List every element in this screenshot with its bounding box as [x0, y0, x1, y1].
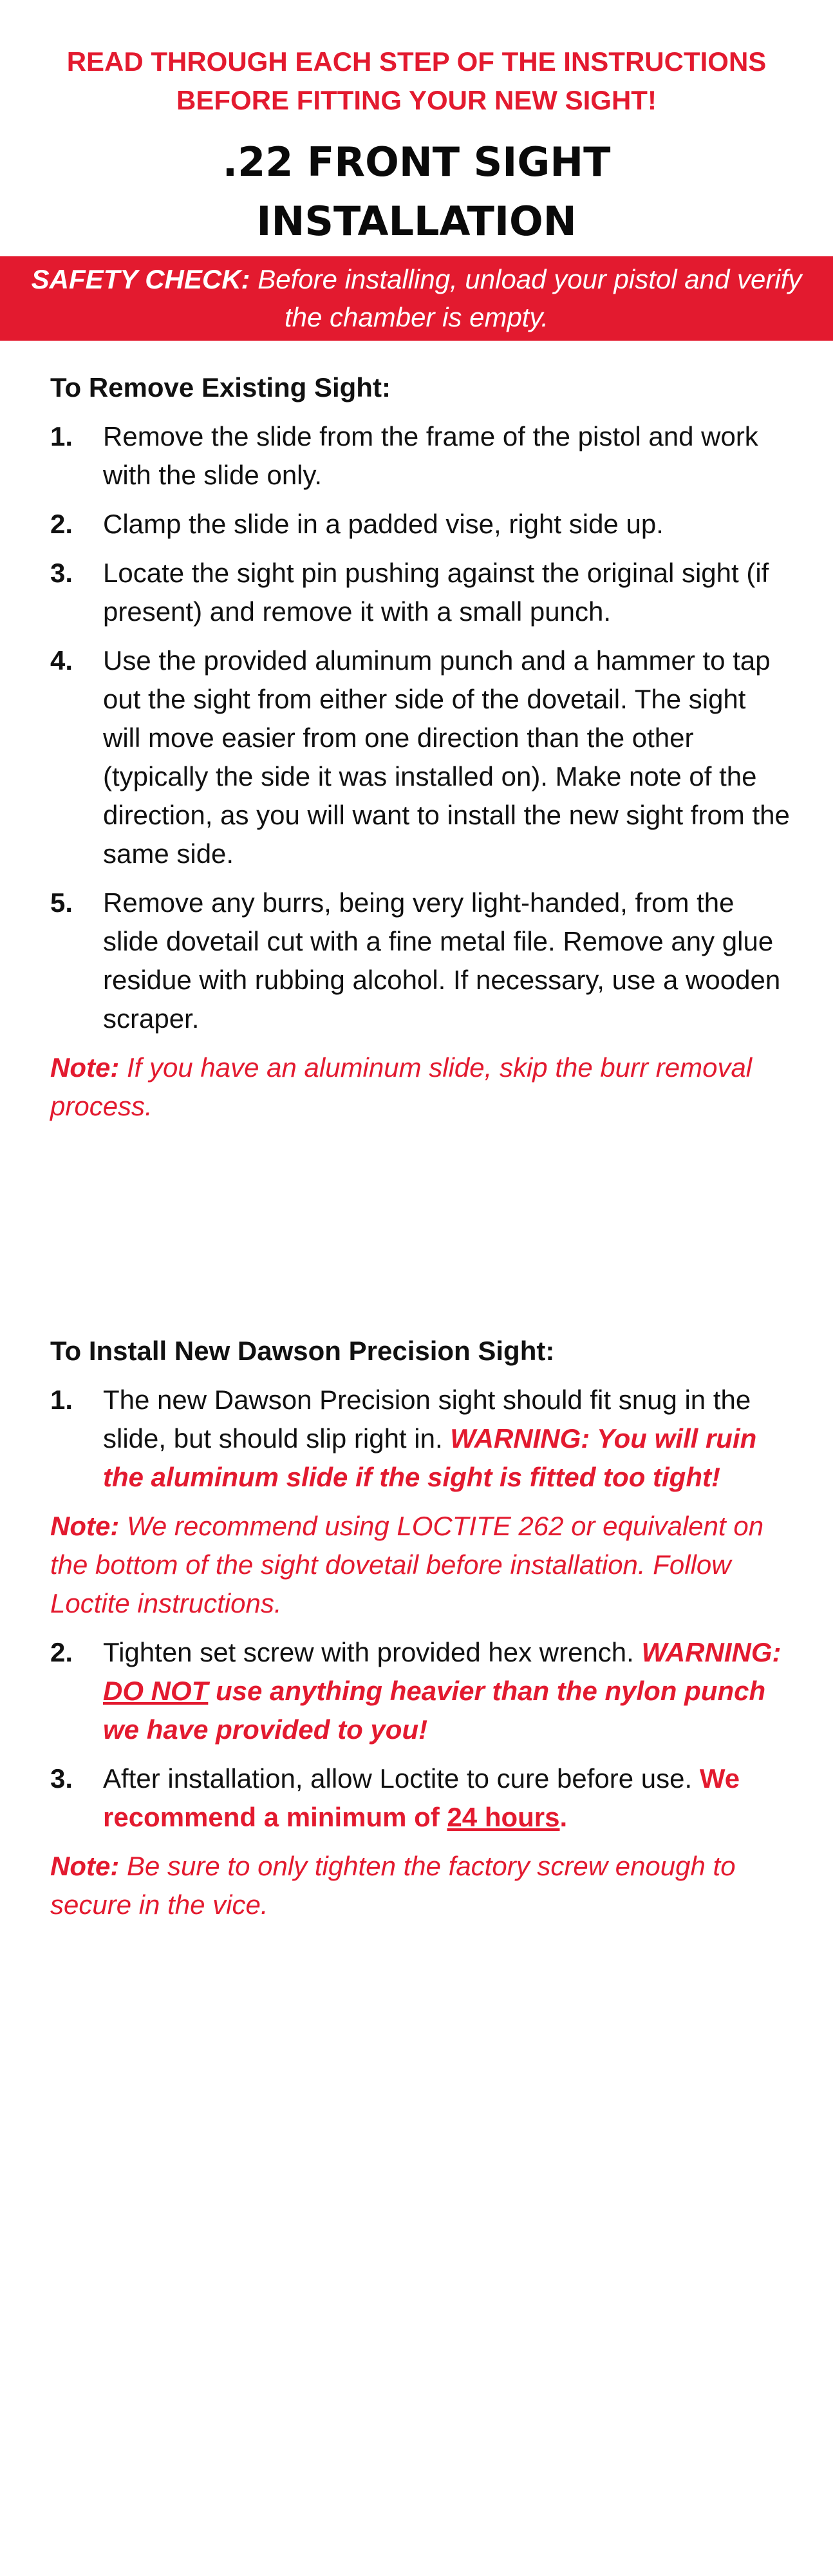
page-title-line-2: INSTALLATION — [256, 198, 577, 245]
step-warning: WARNING: You will ruin the aluminum slide if the sight is fitted too tight! — [103, 1423, 757, 1492]
note-label: Note: — [50, 1511, 120, 1541]
install-sight-section — [50, 1332, 791, 1935]
step-text — [103, 1633, 791, 1749]
install-step — [50, 1381, 791, 1497]
note-text: Be sure to only tighten the factory screw enough to secure in the vice. — [50, 1851, 736, 1920]
remove-step — [50, 884, 791, 1038]
safety-check-text: Before installing, unload your pistol and verify the chamber is empty. — [257, 264, 802, 332]
step-main-text: After installation, allow Loctite to cure before use. — [103, 1763, 693, 1794]
step-text: Use the provided aluminum punch and a hammer to tap out the sight from either side of the dovetail. The sight will move easier from one direction than the other (typically the side it was installed on). Make note of the direction, as you will want to install the new sight from the same side. — [103, 645, 790, 869]
remove-section-heading: To Remove Existing Sight: — [50, 372, 391, 402]
safety-check-banner — [0, 256, 833, 341]
step-number: 1. — [50, 1385, 73, 1415]
recommendation-emphasis: 24 hours — [447, 1802, 560, 1832]
step-text — [103, 1381, 791, 1497]
step-number: 3. — [50, 1763, 73, 1794]
page-title — [0, 133, 833, 251]
step-text: Remove any burrs, being very light-handed, from the slide dovetail cut with a fine metal file. Remove any glue residue with rubbing alcohol. If necessary, use a wooden scraper. — [103, 887, 781, 1034]
install-step — [50, 1633, 791, 1749]
step-main-text: The new Dawson Precision sight should fit snug in the slide, but should slip right in. — [103, 1385, 751, 1454]
step-number: 1. — [50, 421, 73, 451]
install-step — [50, 1759, 791, 1837]
note-label: Note: — [50, 1851, 120, 1881]
step-text: Locate the sight pin pushing against the original sight (if present) and remove it with a small punch. — [103, 558, 769, 627]
step-main-text: Tighten set screw with provided hex wrench. — [103, 1637, 634, 1667]
note-text: We recommend using LOCTITE 262 or equivalent on the bottom of the sight dovetail before installation. Follow Loctite instructions. — [50, 1511, 764, 1618]
remove-step — [50, 505, 791, 544]
step-text: Remove the slide from the frame of the pistol and work with the slide only. — [103, 421, 758, 490]
header-notice-line-1: READ THROUGH EACH STEP OF THE INSTRUCTIONS — [66, 46, 767, 77]
step-number: 3. — [50, 558, 73, 588]
step-number: 2. — [50, 509, 73, 539]
header-notice — [0, 43, 833, 120]
step-text: Clamp the slide in a padded vise, right side up. — [103, 509, 664, 539]
step-number: 4. — [50, 645, 73, 676]
recommendation-text: We recommend a minimum of — [103, 1763, 740, 1832]
loctite-note — [50, 1507, 791, 1623]
remove-step — [50, 641, 791, 873]
remove-sight-section — [50, 368, 791, 1136]
page-title-line-1: .22 FRONT SIGHT — [222, 138, 611, 185]
warning-rest: use anything heavier than the nylon punch we have provided to you! — [103, 1676, 766, 1745]
remove-step — [50, 417, 791, 495]
safety-check-label: SAFETY CHECK: — [31, 264, 250, 294]
remove-step — [50, 554, 791, 631]
step-number: 5. — [50, 887, 73, 918]
note-label: Note: — [50, 1052, 120, 1083]
note-text: If you have an aluminum slide, skip the burr removal process. — [50, 1052, 753, 1121]
step-number: 2. — [50, 1637, 73, 1667]
install-section-heading: To Install New Dawson Precision Sight: — [50, 1336, 555, 1366]
warning-label: WARNING: — [641, 1637, 782, 1667]
header-notice-line-2: BEFORE FITTING YOUR NEW SIGHT! — [176, 85, 657, 115]
recommendation-end: . — [559, 1802, 568, 1832]
step-text — [103, 1759, 791, 1837]
tighten-note — [50, 1847, 791, 1924]
warning-emphasis: DO NOT — [103, 1676, 209, 1706]
remove-section-note — [50, 1048, 791, 1126]
